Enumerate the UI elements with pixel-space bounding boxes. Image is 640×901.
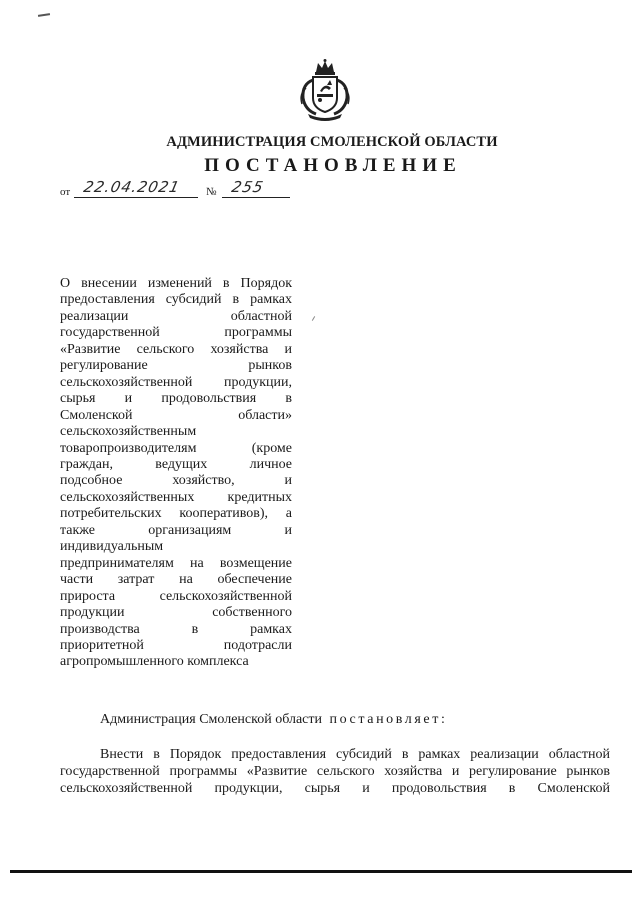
number-label: №: [206, 186, 217, 198]
subject-line: Смоленской области»: [60, 407, 292, 423]
subject-line: продукции собственного: [60, 605, 292, 621]
subject-line: «Развитие сельского хозяйства и: [60, 341, 292, 357]
decree-keyword: постановляет:: [329, 712, 448, 727]
subject-line: также организациям и: [60, 522, 292, 538]
date-handwritten: 22.04.2021: [82, 178, 182, 196]
decree-intro: [100, 712, 447, 728]
subject-line: сырья и продовольствия в: [60, 391, 292, 407]
document-type-title: ПОСТАНОВЛЕНИЕ: [204, 155, 462, 176]
subject-line: индивидуальным: [60, 539, 164, 555]
subject-line: сельскохозяйственным: [60, 424, 197, 440]
subject-line: предпринимателям на возмещение: [60, 555, 292, 571]
subject-line: О внесении изменений в Порядок: [60, 276, 292, 291]
subject-line: приоритетной подотрасли: [60, 637, 292, 653]
registration-line: [60, 180, 300, 204]
organization-title: АДМИНИСТРАЦИЯ СМОЛЕНСКОЙ ОБЛАСТИ: [166, 134, 498, 150]
subject-line: регулирование рынков: [60, 358, 292, 374]
subject-line: потребительских кооперативов), а: [60, 506, 292, 522]
subject-line: граждан, ведущих личное: [60, 456, 292, 472]
subject-line: сельскохозяйственных кредитных: [60, 489, 292, 505]
coat-of-arms-icon: [294, 58, 356, 122]
subject-line: реализации областной: [60, 308, 292, 324]
subject-line: подсобное хозяйство, и: [60, 473, 292, 489]
subject-line: сельскохозяйственной продукции,: [60, 374, 292, 390]
decree-paragraph: Внести в Порядок предоставления субсидий в рамках реализации областной государственной программы «Развитие сельского хозяйства и регулирование рынков сельскохозяйственной продукции, сырья и продовольствия в Смоленской: [60, 747, 610, 796]
subject-line: производства в рамках: [60, 621, 292, 637]
scan-mark: [38, 13, 50, 17]
subject-line: части затрат на обеспечение: [60, 572, 292, 588]
subject-line: государственной программы: [60, 325, 292, 341]
subject-block: [60, 276, 292, 671]
scan-mark: [312, 316, 315, 321]
page-bottom-rule: [10, 870, 632, 873]
decree-intro-text: Администрация Смоленской области: [100, 712, 323, 727]
subject-line: предоставления субсидий в рамках: [60, 292, 292, 308]
subject-line: агропромышленного комплекса: [60, 654, 249, 670]
date-label: от: [60, 186, 71, 198]
number-handwritten: 255: [230, 178, 266, 196]
subject-line: товаропроизводителям (кроме: [60, 440, 292, 456]
subject-line: прироста сельскохозяйственной: [60, 588, 292, 604]
